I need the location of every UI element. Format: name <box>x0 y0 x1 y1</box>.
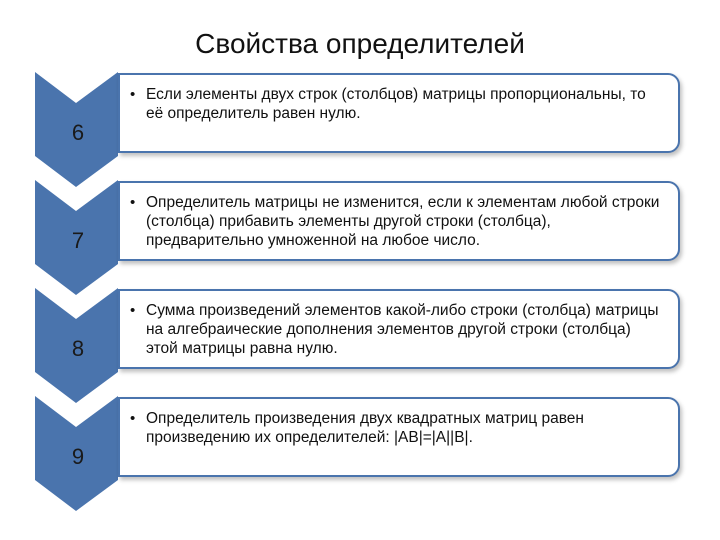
property-box-9 <box>118 397 680 477</box>
step-number-9: 9 <box>71 444 85 469</box>
page-title: Свойства определителей <box>195 28 525 59</box>
property-box-7 <box>118 181 680 261</box>
bullet-icon: • <box>130 302 136 319</box>
property-text: Определитель произведения двух квадратных матриц равен произведению их определителей: |AB|=|A||B|. <box>146 410 584 446</box>
bullet-icon: • <box>130 86 136 103</box>
step-number-7: 7 <box>71 228 85 253</box>
step-number-8: 8 <box>71 336 85 361</box>
property-box-6 <box>118 73 680 153</box>
step-number-6: 6 <box>71 120 85 145</box>
property-text: Определитель матрицы не изменится, если к элементам любой строки (столбца) прибавить элементы другой строки (столбца), предварительно умноженной на любое число. <box>146 194 660 249</box>
property-text: Если элементы двух строк (столбцов) матрицы пропорциональны, то её определитель равен нулю. <box>146 86 646 122</box>
bullet-icon: • <box>130 194 136 211</box>
bullet-icon: • <box>130 410 136 427</box>
property-text: Сумма произведений элементов какой-либо строки (столбца) матрицы на алгебраические дополнения элементов другой строки (столбца) этой матрицы равна нулю. <box>146 302 659 357</box>
property-box-8 <box>118 289 680 369</box>
